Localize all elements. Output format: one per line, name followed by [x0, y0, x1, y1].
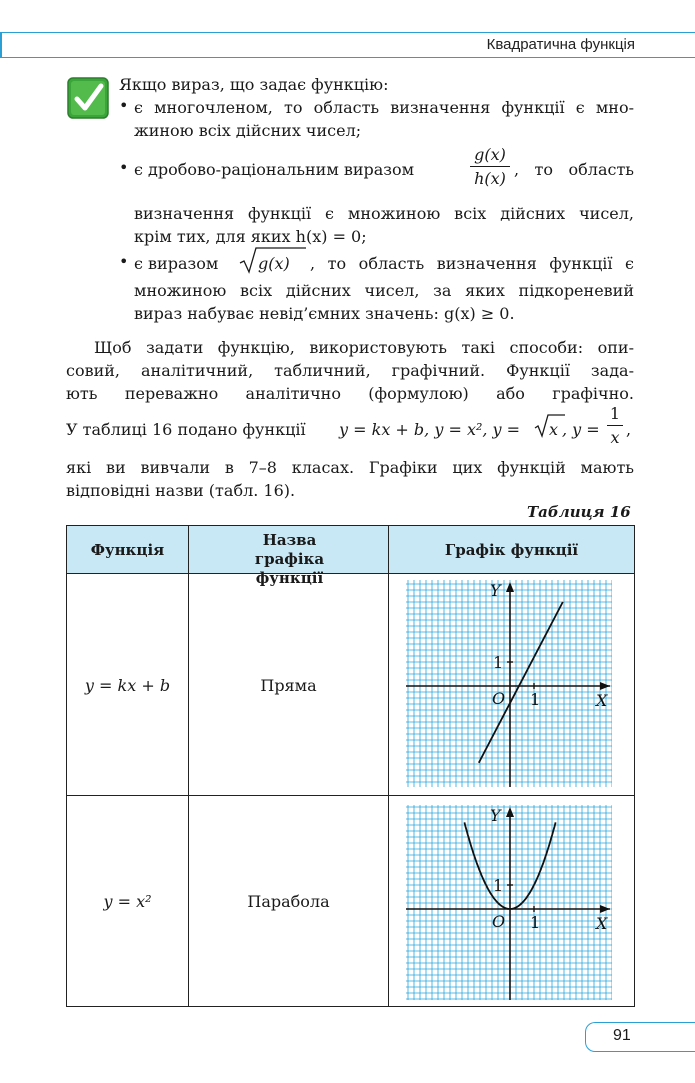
para-line-4-formula-2: , y = [562, 420, 600, 439]
bullet-3-line-2: множиною всіх дійсних чисел, за яких підкореневий [134, 281, 634, 300]
row-2-function: y = x² [103, 892, 152, 911]
checkmark-icon [67, 77, 109, 119]
para-line-6: відповідні назви (табл. 16). [66, 481, 296, 500]
row-1-name: Пряма [260, 676, 317, 695]
y-axis-label: Y [490, 806, 501, 825]
x-unit-label: 1 [530, 913, 541, 932]
para-line-4-end: , [626, 420, 632, 439]
bullet-dot-2: • [119, 158, 129, 177]
line-graph [406, 580, 612, 787]
x-axis-label: X [596, 691, 608, 710]
bullet-3-text-b: , то область визначення функції є [310, 254, 634, 273]
y-arrow-icon [506, 807, 514, 817]
bullet-3-text-a: є виразом [134, 254, 219, 273]
bullet-2-line-3: крім тих, для яких h(x) = 0; [134, 227, 367, 246]
header-graph-name: Назва графіка функції [254, 531, 325, 587]
bullet-2-text-a: є дробово-раціональним виразом [134, 160, 415, 179]
bullet-1-line-1: є многочленом, то область визначення функції є мно- [134, 98, 634, 117]
x-arrow-icon [600, 905, 610, 913]
y-unit-label: 1 [493, 876, 504, 895]
x-arrow-icon [600, 682, 610, 690]
para-line-4-a: У таблиці 16 подано функції [66, 420, 306, 439]
origin-label: O [492, 689, 506, 708]
header-graph: Графік функції [444, 541, 579, 559]
fraction-denominator: h(x) [474, 169, 506, 189]
bullet-2-text-b: , то область [514, 160, 634, 179]
grid-lines [406, 580, 612, 787]
row-2-name: Парабола [247, 892, 330, 911]
x-unit-label: 1 [530, 690, 541, 709]
x-axis-label: X [596, 914, 608, 933]
para-line-1: Щоб задати функцію, використовують такі способи: опи- [94, 338, 634, 357]
page-number-box [585, 1022, 695, 1052]
page-number: 91 [613, 1027, 631, 1044]
para-line-2: совий, аналітичний, табличний, графічний. Функції зада- [66, 361, 634, 380]
fraction-g-over-h [470, 145, 510, 188]
origin-label: O [492, 912, 506, 931]
grid-lines [406, 805, 612, 1000]
fraction-numerator: g(x) [474, 145, 506, 164]
fraction-one: 1 [609, 404, 621, 423]
para-line-3: ють переважно аналітично (формулою) або графічно. [66, 384, 634, 403]
fraction-x: x [610, 428, 620, 448]
fraction-one-over-x [607, 404, 623, 447]
parabola-graph [406, 805, 612, 1000]
header-function: Функція [90, 541, 165, 559]
bullet-dot-3: • [119, 252, 129, 271]
chapter-title: Квадратична функція [486, 36, 635, 53]
para-line-4-formulas: y = kx + b, y = x², y = [339, 420, 521, 439]
rule-intro: Якщо вираз, що задає функцію: [119, 75, 389, 94]
y-unit-label: 1 [493, 653, 504, 672]
bullet-3-line-3: вираз набуває невід’ємних значень: g(x) ≥ 0. [134, 304, 515, 323]
bullet-1-line-2: жиною всіх дійсних чисел; [134, 121, 362, 140]
radicand-x: x [549, 420, 559, 439]
bullet-dot-1: • [119, 96, 129, 115]
y-arrow-icon [506, 582, 514, 592]
row-1-function: y = kx + b [84, 676, 171, 695]
radicand-g-x: g(x) [258, 254, 290, 273]
para-line-5: які ви вивчали в 7–8 класах. Графіки цих функцій мають [66, 458, 634, 477]
y-axis-label: Y [490, 581, 501, 600]
table-caption: Таблиця 16 [527, 503, 631, 521]
bullet-2-line-2: визначення функції є множиною всіх дійсних чисел, [134, 204, 634, 223]
